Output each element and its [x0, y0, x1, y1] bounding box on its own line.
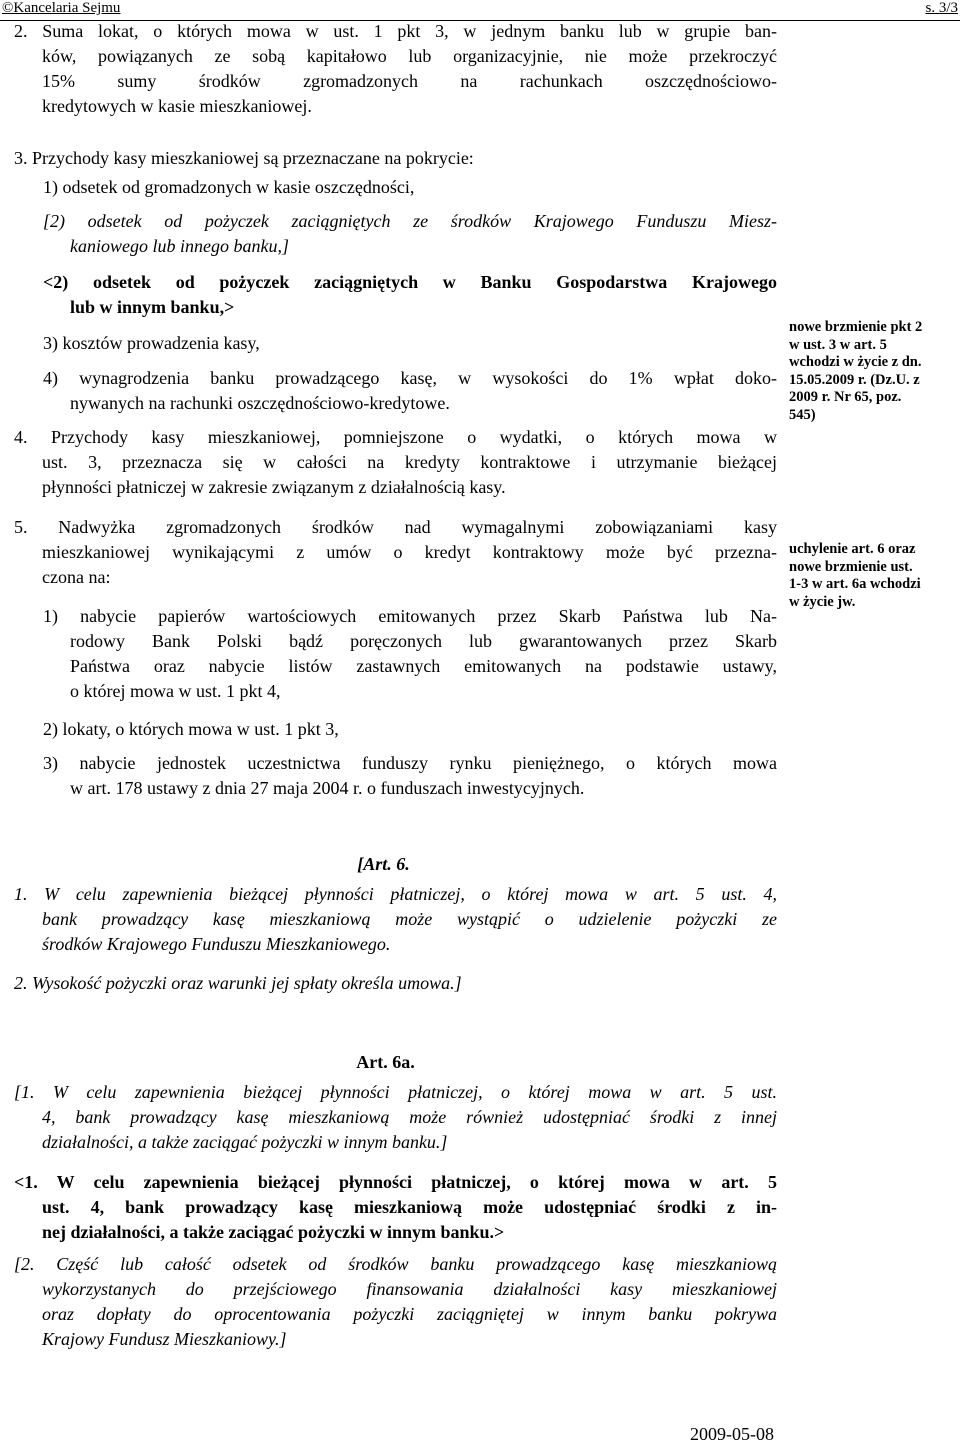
line: ust. 3, przeznacza się w całości na kredyty kontraktowe i utrzymanie bieżącej: [42, 452, 777, 472]
art5-par4: [14, 425, 777, 500]
side-note-repeal: [789, 541, 959, 611]
art6-par1: [14, 882, 777, 957]
art6-par2: [14, 971, 777, 996]
line: 15.05.2009 r. (Dz.U. z: [789, 371, 920, 388]
line: 4. Przychody kasy mieszkaniowej, pomniejszone o wydatki, o których mowa w: [14, 427, 777, 447]
art5-par3-item2-new: [43, 270, 777, 320]
line: rodowy Bank Polski bądź poręczonych lub gwarantowanych przez Skarb: [70, 631, 777, 651]
line: 2. Suma lokat, o których mowa w ust. 1 pkt 3, w jednym banku lub w grupie ban-: [14, 21, 777, 41]
source-label: ©Kancelaria Sejmu: [2, 0, 121, 16]
line: nywanych na rachunki oszczędnościowo-kredytowe.: [70, 393, 450, 413]
line: 4) wynagrodzenia banku prowadzącego kasę, w wysokości do 1% wpłat doko-: [43, 368, 777, 388]
art6a-par2-old: [14, 1252, 777, 1352]
line: wchodzi w życie z dn.: [789, 354, 922, 371]
line: [2. Część lub całość odsetek od środków banku prowadzącego kasę mieszkaniową: [14, 1254, 777, 1274]
line: ków, powiązanych ze sobą kapitałowo lub organizacyjnie, nie może przekroczyć: [42, 46, 777, 66]
line: 4, bank prowadzący kasę mieszkaniową może również udostępniać środki z innej: [42, 1107, 777, 1127]
art6a-title-text: Art. 6a.: [356, 1052, 415, 1072]
art5-par5-item1: [43, 604, 777, 704]
line: Państwa oraz nabycie listów zastawnych emitowanych na podstawie ustawy,: [70, 656, 777, 676]
line: o której mowa w ust. 1 pkt 4,: [70, 681, 281, 701]
line: Krajowy Fundusz Mieszkaniowy.]: [42, 1329, 287, 1349]
line: w ust. 3 w art. 5: [789, 336, 887, 353]
art5-par3: [14, 146, 777, 171]
line: kredytowych w kasie mieszkaniowej.: [42, 96, 312, 116]
line: <1. W celu zapewnienia bieżącej płynności płatniczej, o której mowa w art. 5: [14, 1172, 777, 1192]
line: nowe brzmienie ust.: [789, 558, 913, 575]
line: środków Krajowego Funduszu Mieszkaniowego.: [42, 934, 391, 954]
line: 545): [789, 406, 816, 423]
line: 3) nabycie jednostek uczestnictwa funduszy rynku pieniężnego, o których mowa: [43, 753, 777, 773]
art5-par5-item2: [43, 717, 777, 742]
art5-par3-item2-old: [43, 209, 777, 259]
line: 2009 r. Nr 65, poz.: [789, 389, 902, 406]
line: 1) nabycie papierów wartościowych emitowanych przez Skarb Państwa lub Na-: [43, 606, 777, 626]
art6a-par1-new: [14, 1170, 777, 1245]
line: 5. Nadwyżka zgromadzonych środków nad wymagalnymi zobowiązaniami kasy: [14, 517, 777, 537]
line: 1-3 w art. 6a wchodzi: [789, 576, 921, 593]
line: mieszkaniowej wynikającymi z umów o kredyt kontraktowy może być przezna-: [42, 542, 777, 562]
line: 3) kosztów prowadzenia kasy,: [43, 333, 260, 353]
art5-par3-item4: [43, 366, 777, 416]
line: [1. W celu zapewnienia bieżącej płynności płatniczej, o której mowa w art. 5 ust.: [14, 1082, 777, 1102]
line: 1) odsetek od gromadzonych w kasie oszczędności,: [43, 177, 415, 197]
line: nej działalności, a także zaciągać pożyczki w innym banku.>: [42, 1222, 505, 1242]
art5-par3-item1: [43, 175, 777, 200]
art6-title: [14, 852, 777, 877]
line: ust. 4, bank prowadzący kasę mieszkaniową może udostępniać środki z in-: [42, 1197, 777, 1217]
line: uchylenie art. 6 oraz: [789, 541, 916, 557]
art6a-par1-old: [14, 1080, 777, 1155]
line: oraz dopłaty do oprocentowania pożyczki zaciągniętej w innym banku pokrywa: [42, 1304, 777, 1324]
line: w życie jw.: [789, 593, 856, 610]
line: 15% sumy środków zgromadzonych na rachunkach oszczędnościowo-: [42, 71, 777, 91]
line: 2) lokaty, o których mowa w ust. 1 pkt 3,: [43, 719, 339, 739]
line: 3. Przychody kasy mieszkaniowej są przeznaczane na pokrycie:: [14, 148, 474, 168]
line: 1. W celu zapewnienia bieżącej płynności płatniczej, o której mowa w art. 5 ust. 4,: [14, 884, 777, 904]
art5-par5-item3: [43, 751, 777, 801]
line: nowe brzmienie pkt 2: [789, 319, 923, 335]
line: lub w innym banku,>: [70, 297, 235, 317]
art6a-title: [14, 1050, 777, 1075]
art5-par5: [14, 515, 777, 590]
footer-date: 2009-05-08: [690, 1424, 774, 1444]
art5-par3-item3: [43, 331, 777, 356]
line: bank prowadzący kasę mieszkaniową może wystąpić o udzielenie pożyczki ze: [42, 909, 777, 929]
art6-title-text: [Art. 6.: [357, 854, 410, 874]
line: 2. Wysokość pożyczki oraz warunki jej spłaty określa umowa.]: [14, 973, 462, 993]
line: kaniowego lub innego banku,]: [70, 236, 289, 256]
line: [2) odsetek od pożyczek zaciągniętych ze środków Krajowego Funduszu Miesz-: [43, 211, 777, 231]
line: działalności, a także zaciągać pożyczki w innym banku.]: [42, 1132, 448, 1152]
page-number: s. 3/3: [925, 0, 958, 16]
art5-par2: [14, 19, 777, 119]
line: w art. 178 ustawy z dnia 27 maja 2004 r. o funduszach inwestycyjnych.: [70, 778, 585, 798]
line: <2) odsetek od pożyczek zaciągniętych w Banku Gospodarstwa Krajowego: [43, 272, 777, 292]
line: wykorzystanych do przejściowego finansowania działalności kasy mieszkaniowej: [42, 1279, 777, 1299]
line: płynności płatniczej w zakresie związanym z działalnością kasy.: [42, 477, 506, 497]
line: czona na:: [42, 567, 111, 587]
side-note-amendment: [789, 319, 959, 425]
